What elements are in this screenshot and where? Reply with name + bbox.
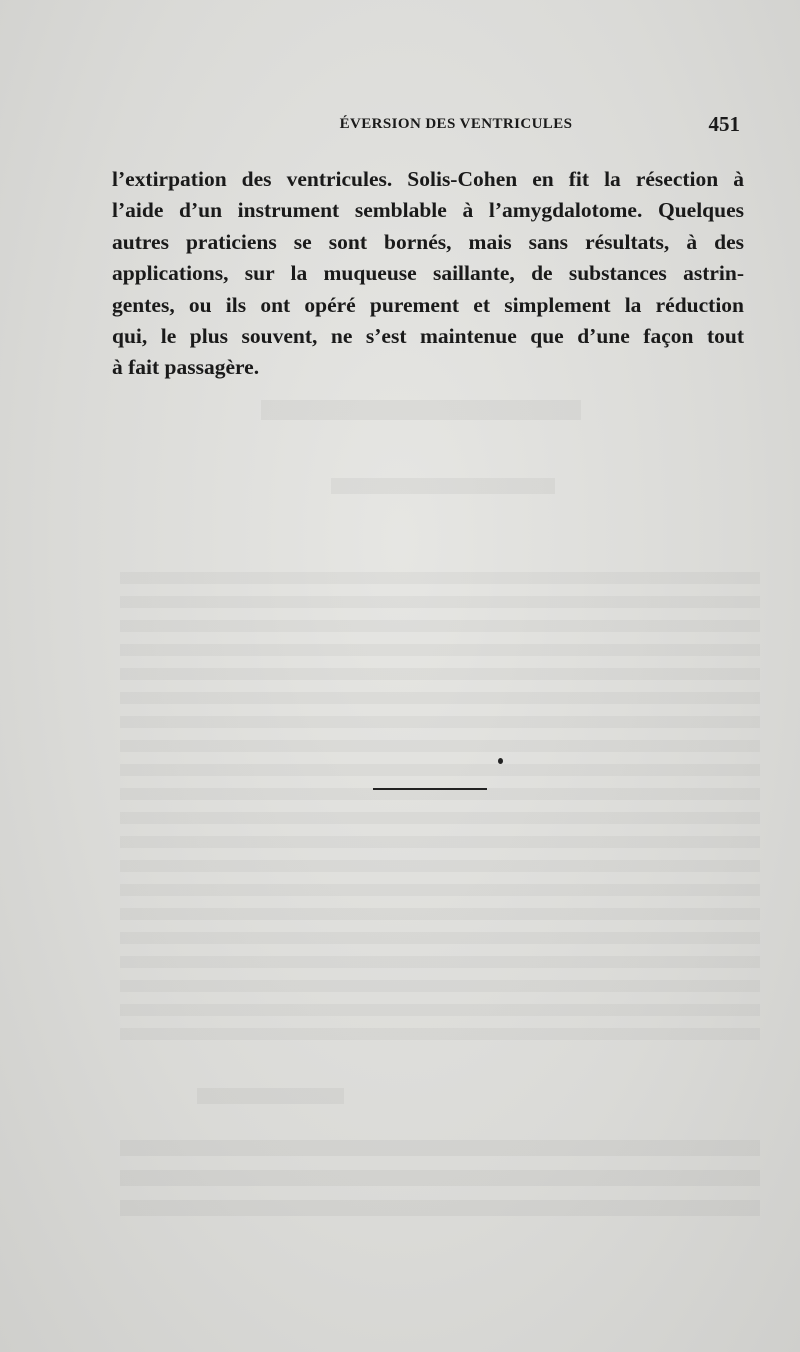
text-line: à fait passagère. <box>112 355 260 380</box>
text-line: qui, le plus souvent, ne s’est maintenue que d’une façon tout <box>112 324 744 349</box>
bleed-through-decoration <box>120 1088 760 1104</box>
body-paragraph <box>112 164 744 384</box>
page-number: 451 <box>708 112 740 136</box>
text-line: l’extirpation des ventricules. Solis-Cohen en fit la résection à <box>112 167 744 191</box>
text-line: applications, sur la muqueuse saillante, de substances astrin- <box>112 261 744 286</box>
text-line: autres praticiens se sont bornés, mais sans résultats, à des <box>112 229 744 254</box>
ink-speck <box>498 758 503 764</box>
bleed-through-decoration <box>120 478 760 494</box>
running-head <box>112 112 740 142</box>
text-line: l’aide d’un instrument semblable à l’amygdalotome. Quelques <box>112 198 744 223</box>
text-line: gentes, ou ils ont opéré purement et simplement la réduction <box>112 292 744 317</box>
bleed-through-decoration <box>120 400 760 420</box>
section-divider-rule <box>373 788 487 790</box>
bleed-through-decoration <box>120 1140 760 1230</box>
bleed-through-decoration <box>120 572 760 1042</box>
running-title: ÉVERSION DES VENTRICULES <box>339 116 573 132</box>
